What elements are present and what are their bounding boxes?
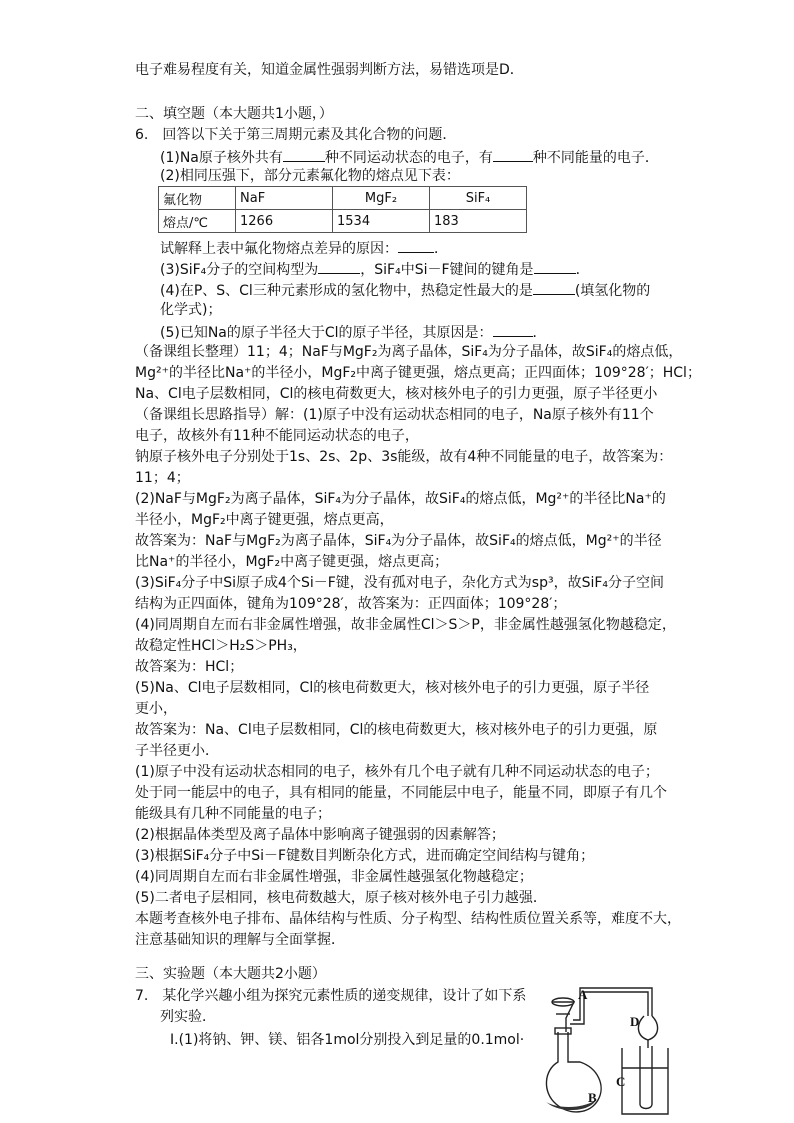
- comment-line: 处于同一能层中的电子，具有相同的能量，不同能层中电子，能量不同，即原子有几个: [135, 785, 667, 801]
- analysis-line: （备课组长思路指导）解：(1)原子中没有运动状态相同的电子，Na原子核外有11个: [135, 407, 654, 423]
- answer-line: Na、Cl电子层数相同，Cl的核电荷数更大，核对核外电子的引力更强，原子半径更小: [135, 386, 658, 402]
- section-heading: 三、实验题（本大题共2小题）: [135, 966, 326, 982]
- figure-label: C: [616, 1074, 626, 1089]
- analysis-line: 半径小，MgF₂中离子键更强，熔点更高，: [135, 512, 394, 528]
- section-heading: 二、填空题（本大题共1小题，）: [135, 106, 333, 122]
- question-6-part-2: (2)相同压强下，部分元素氟化物的熔点见下表：: [160, 168, 460, 184]
- analysis-line: (5)Na、Cl电子层数相同，Cl的核电荷数更大，核对核外电子的引力更强，原子半径: [135, 680, 650, 696]
- table-header-row: [159, 187, 527, 210]
- text-segment: ，SiF₄中Si－F键间的键角是: [360, 262, 534, 278]
- figure-label: D: [630, 1014, 640, 1029]
- text-segment: (3)SiF₄分子的空间构型为: [160, 262, 319, 278]
- analysis-line: 子半径更小．: [135, 743, 219, 759]
- comment-line: (5)二者电子层相同，核电荷数越大，原子核对核外电子引力越强．: [135, 890, 547, 906]
- question-6-explain: 试解释上表中氟化物熔点差异的原因： ．: [160, 237, 448, 259]
- analysis-line: 结构为正四面体，键角为109°28′，故答案为：正四面体；109°28′；: [135, 596, 567, 612]
- question-6-stem: 6. 回答以下关于第三周期元素及其化合物的问题．: [135, 127, 457, 143]
- fluoride-melting-point-table: [158, 186, 527, 233]
- analysis-line: 电子，故核外有11种不能同运动状态的电子，: [135, 428, 419, 444]
- question-6-part-4-cont: 化学式)；: [160, 302, 222, 318]
- text-segment: 种不同能量的电子．: [532, 150, 659, 166]
- text-segment: 试解释上表中氟化物熔点差异的原因：: [160, 241, 398, 257]
- answer-blank[interactable]: [533, 279, 575, 295]
- text-segment: (1)Na原子核外共有: [160, 150, 283, 166]
- analysis-line: 故答案为：Na、Cl电子层数相同，Cl的核电荷数更大，核对核外电子的引力更强，原: [135, 722, 658, 738]
- analysis-line: (3)SiF₄分子中Si原子成4个Si－F键，没有孤对电子，杂化方式为sp³，故SiF₄分子空间: [135, 575, 665, 591]
- table-cell: 1266: [236, 210, 333, 233]
- analysis-line: 故答案为：HCl；: [135, 659, 244, 675]
- table-cell: 1534: [333, 210, 430, 233]
- question-7-part-1: Ⅰ.(1)将钠、钾、镁、铝各1mol分别投入到足量的0.1mol·: [170, 1032, 525, 1048]
- figure-label: A: [578, 987, 588, 1002]
- question-6-part-5: (5)已知Na的原子半径大于Cl的原子半径，其原因是： ．: [160, 321, 547, 343]
- comment-line: 能级具有几种不同能量的电子；: [135, 806, 331, 822]
- comment-line: (2)根据晶体类型及离子晶体中影响离子键强弱的因素解答；: [135, 827, 505, 843]
- question-6-part-3: (3)SiF₄分子的空间构型为 ，SiF₄中Si－F键间的键角是 ．: [160, 258, 590, 280]
- comment-line: (4)同周期自左而右非金属性增强，非金属性越强氢化物越稳定；: [135, 869, 533, 885]
- analysis-line: 故答案为：NaF与MgF₂为离子晶体，SiF₄为分子晶体，故SiF₄的熔点低，Mg²⁺的半径: [135, 533, 662, 549]
- table-cell: 熔点/℃: [159, 210, 236, 233]
- analysis-line: (4)同周期自左而右非金属性增强，故非金属性Cl＞S＞P，非金属性越强氢化物越稳定，: [135, 617, 676, 633]
- comment-line: 注意基础知识的理解与全面掌握．: [135, 932, 345, 948]
- comment-line: 本题考查核外电子排布、晶体结构与性质、分子构型、结构性质位置关系等，难度不大，: [135, 911, 681, 927]
- table-cell: 氟化物: [159, 187, 236, 210]
- answer-blank[interactable]: [283, 146, 325, 162]
- answer-line: （备课组长整理）11；4；NaF与MgF₂为离子晶体，SiF₄为分子晶体，故SiF₄的熔点低，: [135, 344, 683, 360]
- table-cell: NaF: [236, 187, 333, 210]
- answer-blank[interactable]: [398, 237, 434, 253]
- analysis-line: 比Na⁺的半径小，MgF₂中离子键更强，熔点更高；: [135, 554, 449, 570]
- table-row: [159, 210, 527, 233]
- text-segment: 种不同运动状态的电子，有: [324, 150, 493, 166]
- table-cell: 183: [430, 210, 527, 233]
- text-segment: (4)在P、S、Cl三种元素形成的氢化物中，热稳定性最大的是: [160, 283, 533, 299]
- question-7-stem: 7. 某化学兴趣小组为探究元素性质的递变规律，设计了如下系: [135, 988, 527, 1004]
- text-segment: (填氢化物的: [574, 283, 651, 299]
- analysis-line: 更小，: [135, 701, 177, 717]
- answer-blank[interactable]: [493, 321, 533, 337]
- apparatus-figure: [540, 984, 670, 1119]
- answer-blank[interactable]: [534, 258, 576, 274]
- question-6-part-4: [160, 279, 650, 301]
- table-cell: SiF₄: [430, 187, 527, 210]
- analysis-line: 11；4；: [135, 470, 190, 486]
- analysis-line: 故稳定性HCl＞H₂S＞PH₃，: [135, 638, 307, 654]
- answer-blank[interactable]: [318, 258, 360, 274]
- answer-line: Mg²⁺的半径比Na⁺的半径小，MgF₂中离子键更强，熔点更高；正四面体；109°28′；HCl；: [135, 365, 701, 381]
- answer-blank[interactable]: [493, 146, 533, 162]
- question-7-stem-cont: 列实验．: [160, 1009, 216, 1025]
- text-line: 电子难易程度有关，知道金属性强弱判断方法，易错选项是D．: [135, 62, 524, 78]
- comment-line: (1)原子中没有运动状态相同的电子，核外有几个电子就有几种不同运动状态的电子；: [135, 764, 659, 780]
- text-segment: (5)已知Na的原子半径大于Cl的原子半径，其原因是：: [160, 325, 493, 341]
- comment-line: (3)根据SiF₄分子中Si－F键数目判断杂化方式，进而确定空间结构与键角；: [135, 848, 595, 864]
- figure-label: B: [588, 1090, 597, 1105]
- analysis-line: 钠原子核外电子分别处于1s、2s、2p、3s能级，故有4种不同能量的电子，故答案为：: [135, 449, 673, 465]
- question-6-part-1: [160, 146, 659, 168]
- table-cell: MgF₂: [333, 187, 430, 210]
- analysis-line: (2)NaF与MgF₂为离子晶体，SiF₄为分子晶体，故SiF₄的熔点低，Mg²⁺的半径比Na⁺的: [135, 491, 666, 507]
